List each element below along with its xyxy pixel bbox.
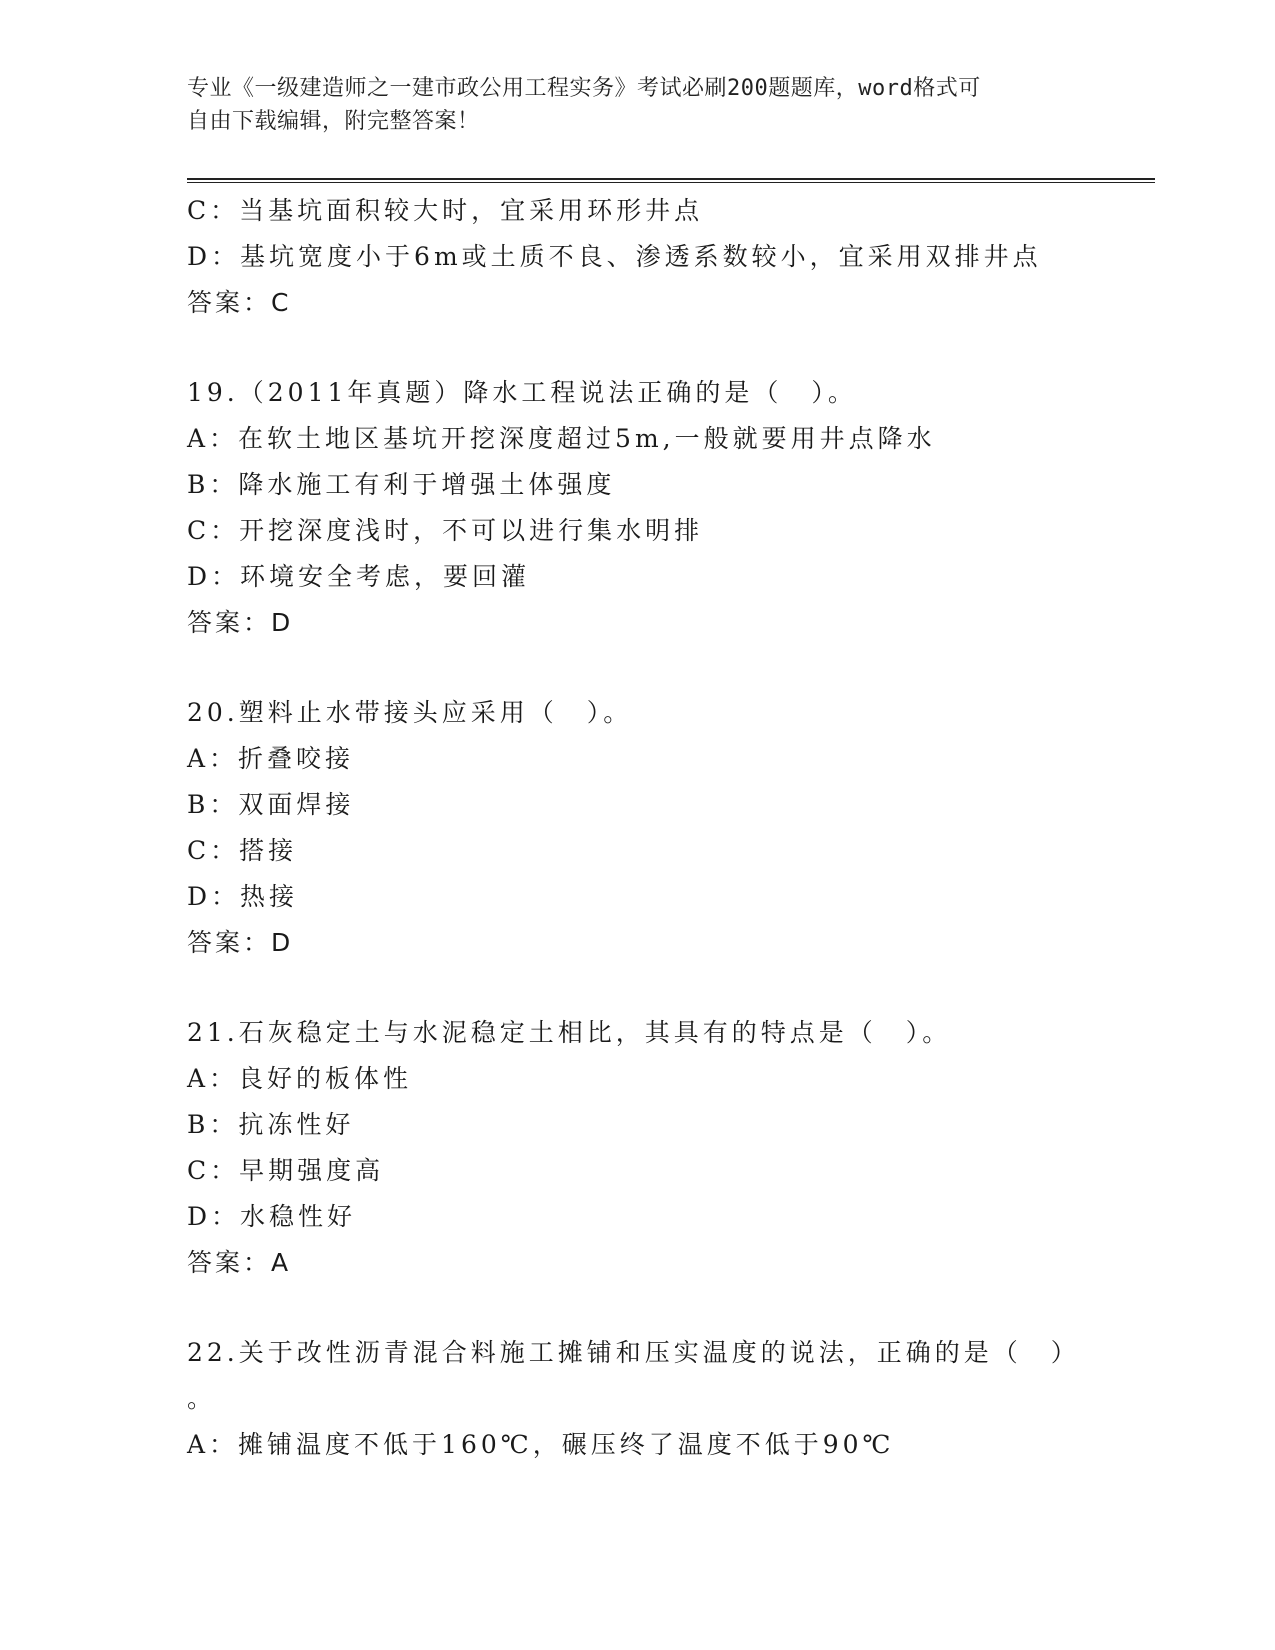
option-d: D：水稳性好 (187, 1202, 357, 1231)
spacer (187, 326, 1087, 370)
option-a: A：摊铺温度不低于160℃，碾压终了温度不低于90℃ (187, 1430, 895, 1459)
option-c: C：搭接 (187, 836, 298, 865)
option-a: A：在软土地区基坑开挖深度超过5m,一般就要用井点降水 (187, 424, 936, 453)
option-d: D：热接 (187, 882, 299, 911)
option-b: B：降水施工有利于增强土体强度 (187, 470, 616, 499)
option-d: D：环境安全考虑，要回灌 (187, 562, 531, 591)
option-b: B：抗冻性好 (187, 1110, 355, 1139)
question-stem: 20.塑料止水带接头应采用（ ）。 (187, 698, 633, 727)
option-c: C：早期强度高 (187, 1156, 385, 1185)
answer-line: 答案：D (187, 928, 294, 957)
option-d: D：基坑宽度小于6m或土质不良、渗透系数较小，宜采用双排井点 (187, 242, 1042, 271)
option-c: C：当基坑面积较大时，宜采用环形井点 (187, 196, 704, 225)
header-title-line-1: 专业《一级建造师之一建市政公用工程实务》考试必刷200题题库，word格式可 (187, 76, 981, 101)
answer-line: 答案：C (187, 288, 292, 317)
document-body (187, 188, 1087, 1468)
option-c: C：开挖深度浅时，不可以进行集水明排 (187, 516, 704, 545)
header-divider (187, 178, 1155, 183)
question-21 (187, 1010, 1087, 1286)
answer-line: 答案：D (187, 608, 294, 637)
question-20 (187, 690, 1087, 966)
option-a: A：折叠咬接 (187, 744, 355, 773)
question-19 (187, 370, 1087, 646)
spacer (187, 646, 1087, 690)
question-stem-line-1: 22.关于改性沥青混合料施工摊铺和压实温度的说法，正确的是（ ） (187, 1338, 1080, 1367)
question-18-continuation (187, 188, 1087, 326)
option-a: A：良好的板体性 (187, 1064, 413, 1093)
document-header (187, 72, 1087, 138)
question-stem: 19.（2011年真题）降水工程说法正确的是（ ）。 (187, 378, 857, 407)
spacer (187, 966, 1087, 1010)
spacer (187, 1286, 1087, 1330)
question-22 (187, 1330, 1087, 1468)
header-title-line-2: 自由下载编辑，附完整答案！ (187, 109, 480, 134)
question-stem-line-2: 。 (187, 1384, 217, 1413)
option-b: B：双面焊接 (187, 790, 355, 819)
question-stem: 21.石灰稳定土与水泥稳定土相比，其具有的特点是（ ）。 (187, 1018, 952, 1047)
answer-line: 答案：A (187, 1248, 292, 1277)
